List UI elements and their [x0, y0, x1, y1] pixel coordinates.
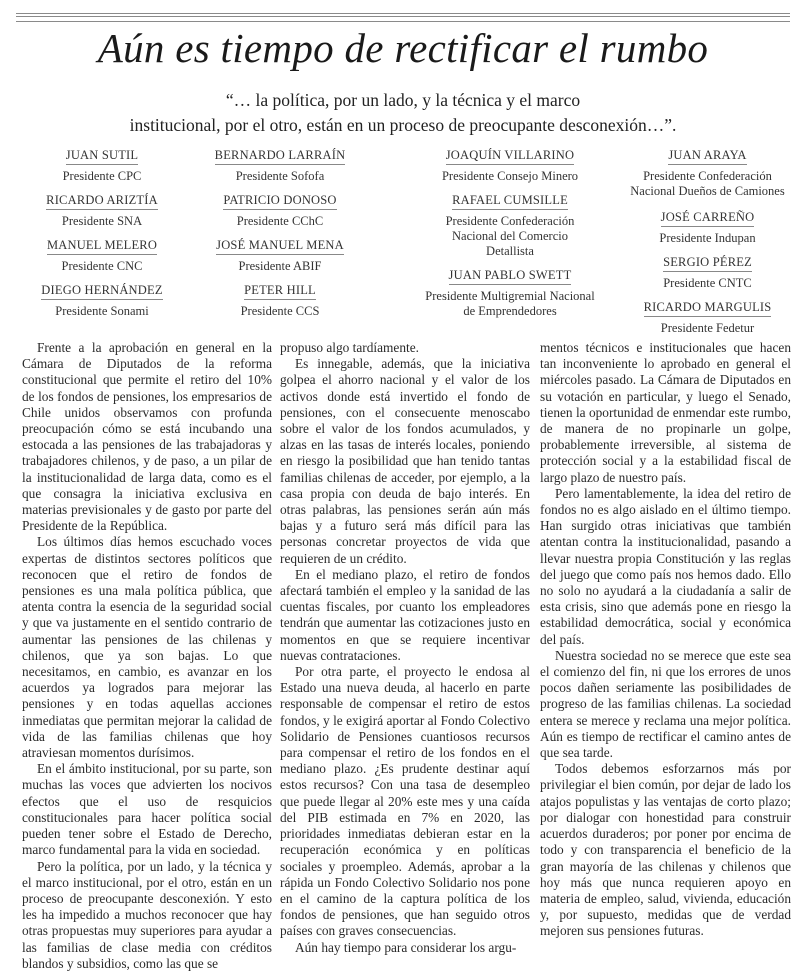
signer-role: Presidente Confederación Nacional Dueños de Camiones: [630, 169, 785, 198]
signer-name: JOSÉ CARREÑO: [661, 210, 755, 227]
signer-name: RICARDO ARIZTÍA: [46, 193, 158, 210]
signer-name: SERGIO PÉREZ: [663, 255, 752, 272]
signer-name: JUAN SUTIL: [66, 148, 138, 165]
signer-role: Presidente Fedetur: [660, 321, 755, 335]
signer-role: Presidente CCS: [240, 304, 320, 318]
signer-role: Presidente SNA: [61, 214, 143, 228]
signer-role: Presidente CNTC: [663, 276, 752, 290]
paragraph: Todos debemos esforzarnos más por privilegiar el bien común, por dejar de lado los atajos populistas y las ventajas de corto plazo; por dialogar con honestidad para construir acuerdos duraderos; por poner por encima de todo y con transparencia el beneficio de la gran mayoría de las chilenas y chilenos que hoy más que nunca requieren apoyo en materia de empleo, salud, vivienda, educación y, por supuesto, medidas que de verdad mejoren sus pensiones futuras.: [540, 761, 791, 939]
signer-name: JUAN ARAYA: [668, 148, 746, 165]
signer-role: Presidente CNC: [61, 259, 143, 273]
paragraph: Por otra parte, el proyecto le endosa al Estado una nueva deuda, al hacerlo en parte responsable de compensar el retiro de estos fondos, y le exigirá aportar al Fondo Colectivo Solidario de Pensiones cuantiosos recursos para compensar el retiro de los fondos en el mediano plazo. ¿Es prudente destinar aquí estos recursos? Con una tasa de desempleo que puede llegar al 20% este mes y una caída del PIB estimada en 7% en 2020, las prioridades inmediatas debieran estar en la recuperación económica y en políticas sociales y proempleo. Además, aprobar a la rápida un Fondo Colectivo Solidario nos pone en el camino de la captura política de los fondos de pensiones, que han seguido otros países con graves consecuencias.: [280, 664, 530, 939]
paragraph: Los últimos días hemos escuchado voces expertas de distintos sectores políticos que reconocen que el retiro de fondos de pensiones es una mala política pública, que atenta contra la esencia de la seguridad social y que va justamente en el sentido contrario de aumentar las pensiones de las chilenas y chilenos, que ya son bajas. Lo que necesitamos, en cambio, es avanzar en los acuerdos ya logrados para mejorar las pensiones y en todas aquellas acciones inmediatas que permitan mejorar la calidad de vida de las familias chilenas que hoy atraviesan momentos durísimos.: [22, 534, 272, 761]
signer: [200, 236, 360, 274]
paragraph: Aún hay tiempo para considerar los argu-: [295, 939, 517, 955]
body-column-1: [22, 340, 272, 972]
signers-column-4: [625, 146, 790, 343]
signer-role: Presidente Indupan: [659, 231, 756, 245]
pull-quote: [0, 88, 806, 138]
signer: [625, 208, 790, 246]
signer-role: Presidente Confederación Nacional del Comercio Detallista: [445, 214, 575, 258]
signer: [22, 236, 182, 274]
paragraph: Nuestra sociedad no se merece que este sea el comienzo del fin, ni que los errores de unos pocos dañen seriamente las posibilidades de progreso de las familias chilenas. La sociedad entera se merece y reclama una mejor política. Aún es tiempo de rectificar el camino antes de que sea tarde.: [540, 647, 791, 761]
signer: [200, 146, 360, 184]
signer-role: Presidente Sonami: [55, 304, 149, 318]
signer-role: Presidente ABIF: [238, 259, 322, 273]
signers-column-1: [22, 146, 182, 326]
article-body: [22, 340, 791, 971]
signer: [410, 266, 610, 319]
signer-name: RICARDO MARGULIS: [644, 300, 772, 317]
signer-name: DIEGO HERNÁNDEZ: [41, 283, 162, 300]
signer-role: Presidente Consejo Minero: [441, 169, 579, 183]
paragraph-continued: mentos técnicos e institucionales que hacen tan inconveniente lo aprobado en general el miércoles pasado. La Cámara de Diputados en su votación en particular, y luego el Senado, tienen la oportunidad de enmendar este rumbo, de manera de no propinarle un golpe, probablemente irreversible, al sistema de protección social y a la estabilidad fiscal de largo plazo de nuestro país.: [540, 340, 791, 485]
top-rule: [16, 13, 790, 22]
signer-role: Presidente Multigremial Nacional de Emprendedores: [425, 289, 595, 318]
pull-quote-line-2: institucional, por el otro, están en un proceso de preocupante desconexión…”.: [129, 115, 677, 135]
signer-name: MANUEL MELERO: [47, 238, 157, 255]
signer: [200, 281, 360, 319]
signer-role: Presidente CPC: [62, 169, 142, 183]
body-column-2: [280, 340, 530, 956]
signer: [22, 191, 182, 229]
signer-name: JUAN PABLO SWETT: [449, 268, 572, 285]
paragraph: Es innegable, además, que la iniciativa golpea el ahorro nacional y el valor de los activos donde está invertido el fondo de pensiones, con el consecuente menoscabo sobre el valor de los fondos acumulados, y alzas en las tasas de interés locales, poniendo en riesgo la posibilidad que han tenido tantas familias chilenas de acceder, por ejemplo, a la casa propia con deuda de bajo interés. En otras palabras, las pensiones serán aún más bajas y a futuro será más difícil para las personas concretar proyectos de vida que requieren de un crédito.: [280, 356, 530, 566]
signer-name: JOSÉ MANUEL MENA: [216, 238, 344, 255]
signer-role: Presidente CChC: [236, 214, 324, 228]
signer-name: JOAQUÍN VILLARINO: [446, 148, 575, 165]
signer-name: RAFAEL CUMSILLE: [452, 193, 568, 210]
signer-name: PATRICIO DONOSO: [223, 193, 336, 210]
article-title: Aún es tiempo de rectificar el rumbo: [97, 25, 709, 71]
signer: [22, 281, 182, 319]
signer: [200, 191, 360, 229]
signer: [625, 298, 790, 336]
signer-role: Presidente Sofofa: [235, 169, 325, 183]
paragraph: Pero lamentablemente, la idea del retiro de fondos no es algo aislado en el último tiempo. Han surgido otras iniciativas que también atentan contra la institucionalidad, pasando a llevar nuestra propia Constitución y las reglas del juego que como país nos hemos dado. Ello no solo no ayudará a la ciudadanía a salir de esta crisis, sino que además pone en riesgo la estabilidad democrática, social y económica del país.: [540, 485, 791, 647]
body-column-3: [540, 340, 791, 940]
signer-name: BERNARDO LARRAÍN: [215, 148, 346, 165]
paragraph: Frente a la aprobación en general en la Cámara de Diputados de la reforma constitucional que permite el retiro del 10% de los fondos de pensiones, los empresarios de Chile unidos observamos con profunda preocupación cómo se está incubando una estocada a las pensiones de las trabajadoras y trabajadores chilenos, y de paso, a un pilar de la institucionalidad de larga data, como es el que consagra la iniciativa exclusiva en materias previsionales y de gasto por parte del Presidente de la República.: [22, 340, 272, 534]
signers-block: [0, 146, 806, 335]
signer: [410, 146, 610, 184]
signer: [22, 146, 182, 184]
pull-quote-line-1: “… la política, por un lado, y la técnica y el marco: [225, 90, 581, 110]
paragraph: En el ámbito institucional, por su parte, son muchas las voces que advierten los nocivos efectos que el uso de resquicios constitucionales para hacer política social pueden tener sobre el Estado de Derecho, marco fundamental para la vida en sociedad.: [22, 761, 272, 858]
signers-column-2: [200, 146, 360, 326]
signer: [625, 253, 790, 291]
paragraph: Pero la política, por un lado, y la técnica y el marco institucional, por el otro, están en un proceso de preocupante desconexión. Y esto les ha impedido a muchos reconocer que hay otras propuestas muy superiores para ayudar a las familias de clase media con créditos blandos y subsidios, como las que se: [22, 858, 272, 971]
signer: [410, 191, 610, 259]
signer: [625, 146, 790, 199]
signers-column-3: [410, 146, 610, 326]
paragraph: En el mediano plazo, el retiro de fondos afectará también el empleo y la sanidad de las cuentas fiscales, por cuanto los empleadores tendrán que aumentar las cotizaciones justo en momentos en que se requiere incentivar nuevas contrataciones.: [280, 566, 530, 663]
signer-name: PETER HILL: [244, 283, 316, 300]
paragraph-continued: propuso algo tardíamente.: [280, 340, 419, 355]
